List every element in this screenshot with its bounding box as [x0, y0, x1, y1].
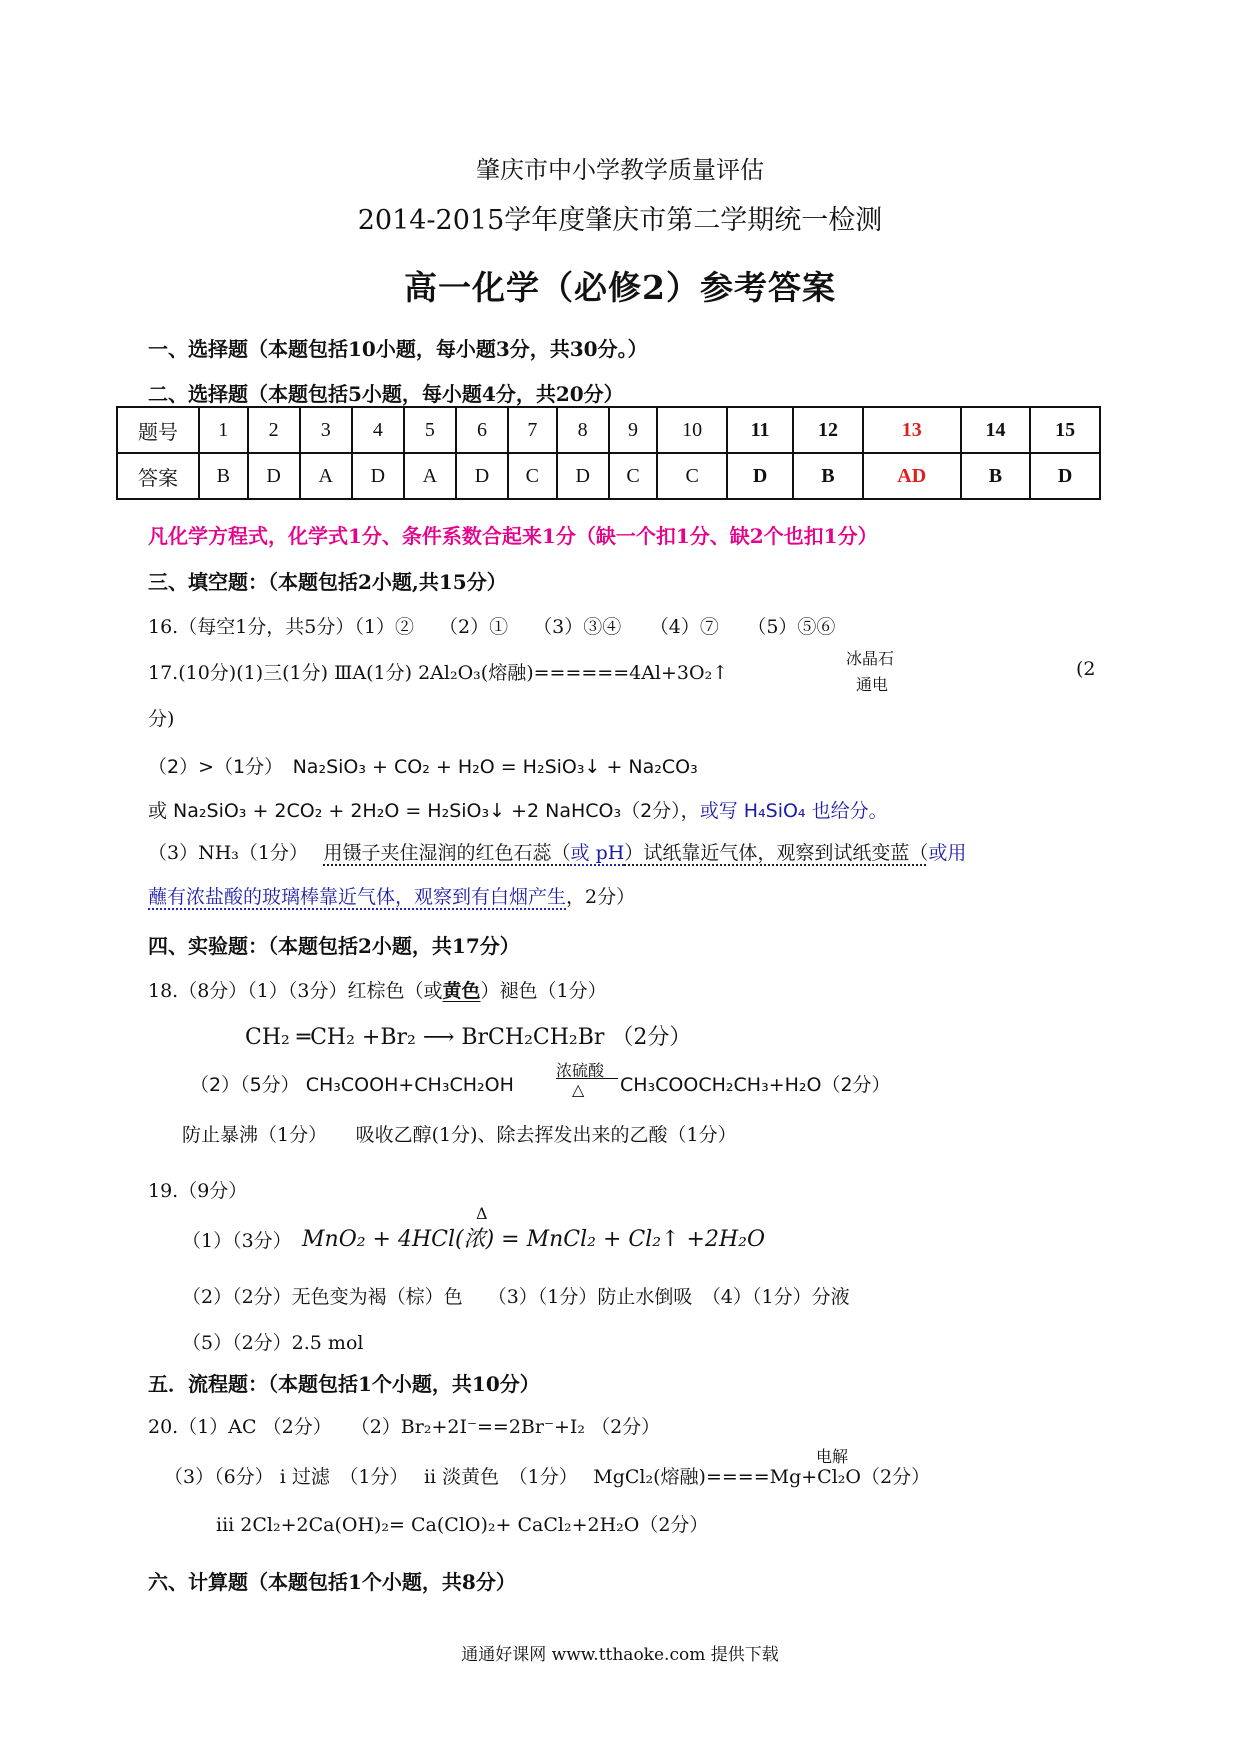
header-line2: 2014-2015学年度肇庆市第二学期统一检测 [357, 205, 883, 236]
answer-cell: D [1030, 453, 1100, 499]
section-6-heading: 六、计算题（本题包括1个小题，共8分） [148, 1570, 516, 1594]
row-label-answer: 答案 [117, 453, 199, 499]
answer-cell: A [404, 453, 456, 499]
answer-cell: A [300, 453, 352, 499]
q18-part1-end: ）褪色（1分） [480, 980, 607, 1002]
q20-condition: 电解 [816, 1447, 849, 1466]
q17-part1: 17.(10分)(1)三(1分) ⅢA(1分) 2Al₂O₃(熔融)======4Al+3O₂↑ [148, 662, 729, 684]
answer-cell: C [609, 453, 658, 499]
q-number: 15 [1030, 407, 1100, 453]
q17-score-tail: (2 [1076, 658, 1096, 680]
q17-part2: （2）>（1分） Na₂SiO₃ + CO₂ + H₂O = H₂SiO₃↓ + Na₂CO₃ [148, 756, 698, 778]
q-number: 2 [248, 407, 300, 453]
page-title: 高一化学（必修2）参考答案 [404, 268, 836, 307]
q18-part1-alt: 黄色 [442, 980, 481, 1002]
section-2-heading: 二、选择题（本题包括5小题，每小题4分，共20分） [148, 382, 624, 406]
answer-cell: D [456, 453, 508, 499]
q18-equation2-left: （2）（5分） CH₃COOH+CH₃CH₂OH [190, 1074, 514, 1096]
q19-part1-label: （1）（3分） [182, 1230, 292, 1252]
answer-cell: B [961, 453, 1031, 499]
q-number: 1 [199, 407, 248, 453]
q19-heading: 19.（9分） [148, 1180, 248, 1202]
q17-part3-line2 [148, 882, 635, 909]
answer-cell: B [793, 453, 863, 499]
answer-table [116, 406, 1101, 500]
q18-condition-arrow [556, 1078, 618, 1079]
footer-credit: 通通好课网 www.tthaoke.com 提供下载 [461, 1645, 779, 1665]
section-4-heading: 四、实验题：（本题包括2小题，共17分） [148, 934, 520, 958]
scoring-note: 凡化学方程式，化学式1分、条件系数合起来1分（缺一个扣1分、缺2个也扣1分） [148, 524, 878, 548]
q19-part2-4: （2）（2分）无色变为褐（棕）色 （3）（1分）防止水倒吸 （4）（1分）分液 [182, 1286, 850, 1308]
q16-answer: 16.（每空1分，共5分）（1）② （2）① （3）③④ （4）⑦ （5）⑤⑥ [148, 616, 836, 638]
q17-condition-top: 冰晶石 [846, 649, 895, 668]
q17-part3-line1 [148, 838, 966, 865]
q-number: 3 [300, 407, 352, 453]
q19-part5: （5）（2分）2.5 mol [182, 1332, 364, 1354]
q17-part3-alt-start: 或用 [928, 842, 967, 864]
q18-condition-bottom: △ [572, 1080, 585, 1099]
answer-cell: D [352, 453, 404, 499]
q18-equation2-right: CH₃COOCH₂CH₃+H₂O（2分） [620, 1074, 891, 1096]
q18-equation1: CH₂ ═CH₂ +Br₂ ⟶ BrCH₂CH₂Br （2分） [245, 1025, 692, 1050]
q17-part3-method2: ）试纸靠近气体，观察到试纸变蓝（ [624, 842, 929, 864]
answer-cell: D [727, 453, 793, 499]
q-number: 7 [508, 407, 557, 453]
section-1-heading: 一、选择题（本题包括10小题，每小题3分，共30分。） [148, 337, 648, 361]
q17-part3-score: ，2分） [566, 886, 636, 908]
q-number: 5 [404, 407, 456, 453]
q17-part3-method: 用镊子夹住湿润的红色石蕊（ [323, 842, 571, 864]
q17-part3-alt-method: 蘸有浓盐酸的玻璃棒靠近气体，观察到有白烟产生 [148, 886, 567, 908]
q19-equation: MnO₂ + 4HCl(浓) = MnCl₂ + Cl₂↑ +2H₂O [302, 1227, 765, 1252]
answer-cell: C [508, 453, 557, 499]
q17-alt-equation: 或 Na₂SiO₃ + 2CO₂ + 2H₂O = H₂SiO₃↓ +2 NaHCO₃（2分）， [148, 800, 700, 822]
q20-part3: （3）（6分） i 过滤 （1分） ii 淡黄色 （1分） MgCl₂(熔融)====Mg+Cl₂O（2分） [164, 1466, 931, 1488]
q-number: 12 [793, 407, 863, 453]
q17-part3-ph: 或 pH [570, 842, 625, 864]
q17-part3-label: （3）NH₃（1分） [148, 842, 324, 864]
q18-condition-top: 浓硫酸 [556, 1061, 605, 1080]
q-number: 4 [352, 407, 404, 453]
table-row-numbers [117, 407, 1100, 453]
q17-part2-alt [148, 796, 888, 823]
q18-part3: 防止暴沸（1分） 吸收乙醇(1分)、除去挥发出来的乙酸（1分） [182, 1124, 737, 1146]
q20-part1-2: 20.（1）AC （2分） （2）Br₂+2I⁻==2Br⁻+I₂ （2分） [148, 1416, 661, 1438]
answer-cell: D [557, 453, 609, 499]
q-number: 14 [961, 407, 1031, 453]
answer-cell: B [199, 453, 248, 499]
q20-part3-iii: iii 2Cl₂+2Ca(OH)₂= Ca(ClO)₂+ CaCl₂+2H₂O（2分） [216, 1514, 709, 1536]
q-number: 10 [657, 407, 727, 453]
q17-alt-note: 或写 H₄SiO₄ 也给分。 [699, 800, 888, 822]
q18-part1 [148, 976, 607, 1003]
q-number: 6 [456, 407, 508, 453]
q17-condition-bottom: 通电 [856, 675, 889, 694]
q19-condition: Δ [476, 1204, 488, 1223]
q-number: 13 [863, 407, 961, 453]
answer-cell: AD [863, 453, 961, 499]
section-3-heading: 三、填空题：（本题包括2小题,共15分） [148, 570, 507, 594]
header-line1: 肇庆市中小学教学质量评估 [476, 156, 764, 184]
q-number: 9 [609, 407, 658, 453]
q17-score-wrap: 分) [148, 708, 175, 730]
row-label-number: 题号 [117, 407, 199, 453]
table-row-answers [117, 453, 1100, 499]
answer-cell: C [657, 453, 727, 499]
q-number: 11 [727, 407, 793, 453]
q18-part1-text: 18.（8分）（1）（3分）红棕色（或 [148, 980, 443, 1002]
q-number: 8 [557, 407, 609, 453]
section-5-heading: 五．流程题：（本题包括1个小题，共10分） [148, 1372, 540, 1396]
answer-cell: D [248, 453, 300, 499]
